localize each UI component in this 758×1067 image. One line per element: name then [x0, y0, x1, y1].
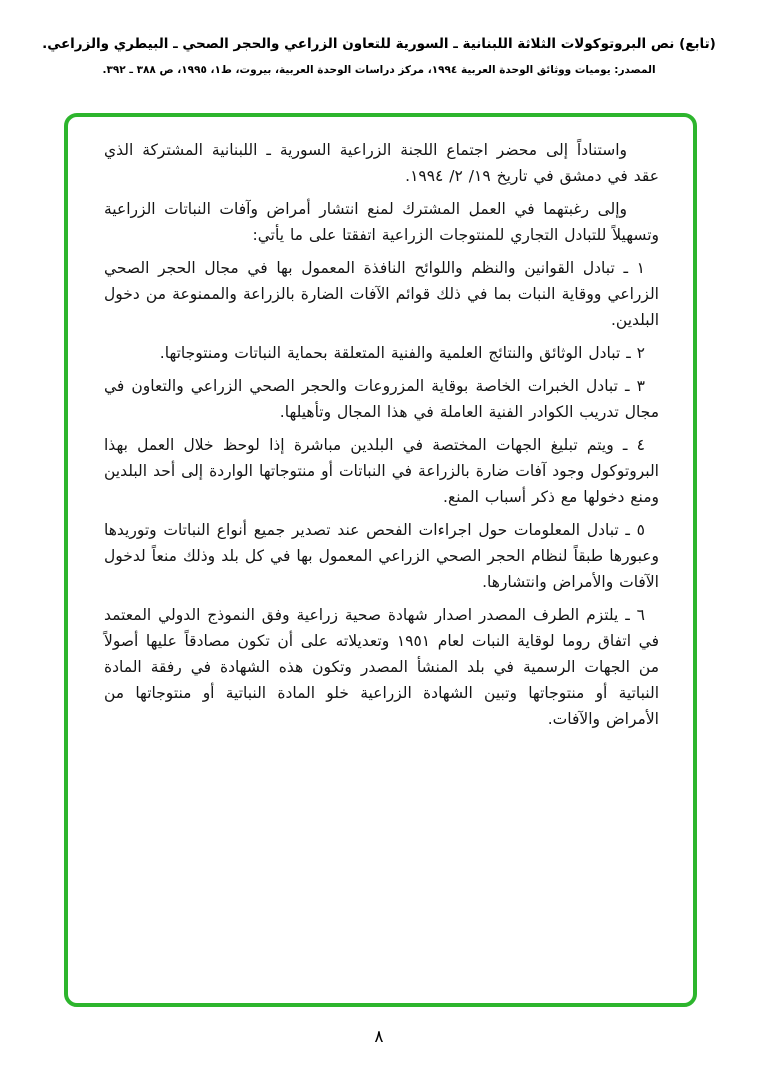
header-title: (تابع) نص البروتوكولات الثلاثة اللبنانية ـ السورية للتعاون الزراعي والحجر الصحي ـ البيطري والزراعي.: [42, 36, 716, 52]
page-number: ٨: [374, 1027, 384, 1047]
paragraph-preamble-1: واستناداً إلى محضر اجتماع اللجنة الزراعية السورية ـ اللبنانية المشتركة الذي عقد في دمشق في تاريخ ١٩/ ٢/ ١٩٩٤.: [104, 141, 659, 185]
paragraph-item-3: ٣ ـ تبادل الخبرات الخاصة بوقاية المزروعات والحجر الصحي الزراعي والتعاون في مجال تدريب الكوادر الفنية العاملة في هذا المجال وتأهيلها.: [104, 377, 659, 421]
content-frame: [64, 113, 697, 1007]
paragraph-preamble-2: وإلى رغبتهما في العمل المشترك لمنع انتشار أمراض وآفات النباتات الزراعية وتسهيلاً للتبادل التجاري للمنتوجات الزراعية اتفقتا على ما يأتي:: [104, 200, 659, 244]
header-source-citation: المصدر: يوميات ووثائق الوحدة العربية ١٩٩٤، مركز دراسات الوحدة العربية، بيروت، ط١، ١٩٩٥، ص ٣٨٨ ـ ٣٩٢.: [102, 64, 656, 77]
paragraph-item-6: ٦ ـ يلتزم الطرف المصدر اصدار شهادة صحية زراعية وفق النموذج الدولي المعتمد في اتفاق روما لوقاية النبات لعام ١٩٥١ وتعديلاته على أن تكون مصادقاً عليها أصولاً من الجهات الرسمية في بلد المنشأ المصدر وتكون هذه الشهادة في رفقة المادة النباتية أو منتوجاتها وتبين الشهادة الزراعية خلو المادة النباتية أو منتوجاتها من الأمراض والآفات.: [104, 606, 659, 728]
paragraph-item-1: ١ ـ تبادل القوانين والنظم واللوائح النافذة المعمول بها في مجال الحجر الصحي الزراعي ووقاية النبات بما في ذلك قوائم الآفات الضارة بالزراعة والممنوعة من دخول البلدين.: [104, 259, 659, 329]
paragraph-item-4: ٤ ـ ويتم تبليغ الجهات المختصة في البلدين مباشرة إذا لوحظ خلال العمل بهذا البروتوكول وجود آفات ضارة بالزراعة في النباتات أو منتوجاتها الواردة إلى أحد البلدين ومنع دخولها مع ذكر أسباب المنع.: [104, 436, 659, 506]
paragraph-item-5: ٥ ـ تبادل المعلومات حول اجراءات الفحص عند تصدير جميع أنواع النباتات وتوريدها وعبورها طبقاً لنظام الحجر الصحي الزراعي المعمول بها في كل بلد وذلك منعاً لدخول الآفات والأمراض وانتشارها.: [104, 521, 659, 591]
document-header: [30, 34, 728, 78]
paragraph-item-2: ٢ ـ تبادل الوثائق والنتائج العلمية والفنية المتعلقة بحماية النباتات ومنتوجاتها.: [159, 344, 645, 362]
